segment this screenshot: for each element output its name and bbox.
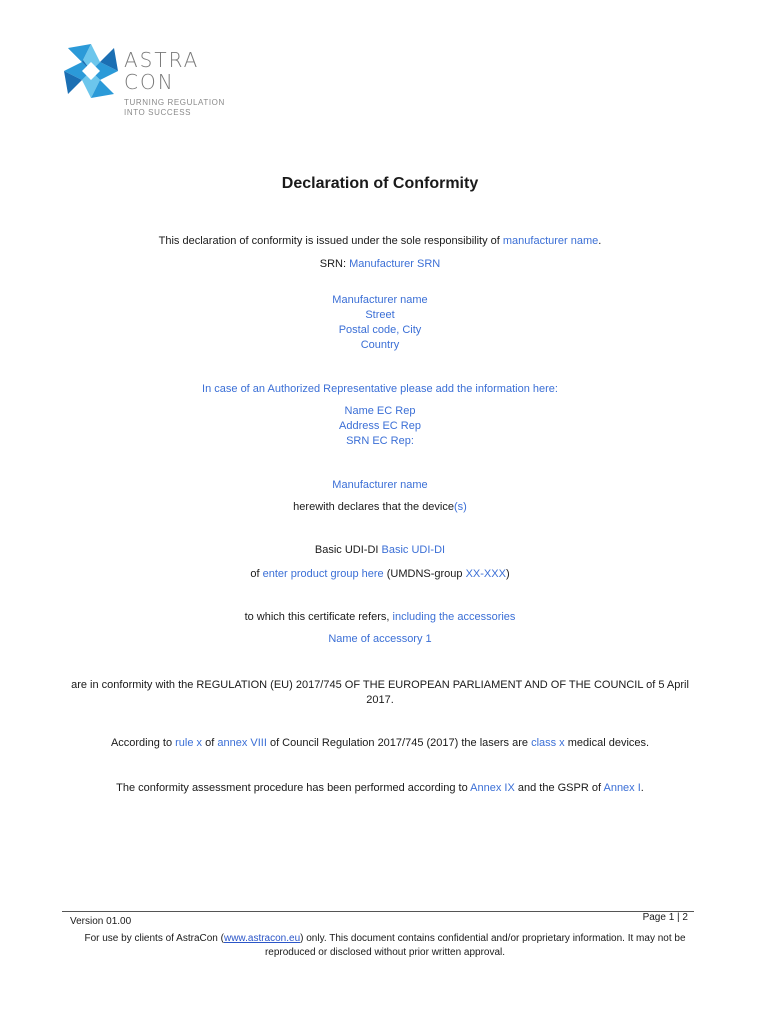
srn-placeholder: Manufacturer SRN (349, 258, 441, 270)
procedure-t1: The conformity assessment procedure has been performed according to (116, 782, 471, 794)
ec-rep-srn: SRN EC Rep: (346, 435, 414, 447)
footer-note-end: ) only. This document contains confidential and/or proprietary information. It may not be reproduced or disclosed without prior written approval. (264, 933, 686, 958)
declares-line (60, 500, 700, 515)
intro-statement (60, 234, 700, 249)
umdns-label: (UMDNS-group (383, 568, 466, 580)
declares-text: herewith declares that the device (293, 501, 454, 513)
logo-word-con: CON (124, 70, 175, 94)
umdns-placeholder: XX-XXX (465, 568, 506, 580)
logo-word-astra: ASTRA (124, 48, 200, 72)
product-group-end: ) (505, 568, 510, 580)
footer-disclaimer (60, 932, 710, 960)
annex-placeholder: annex VIII (217, 737, 267, 749)
intro-end: . (598, 235, 602, 247)
footer-version: Version 01.00 (70, 916, 132, 927)
footer-divider (62, 911, 694, 912)
product-group-placeholder: enter product group here (262, 568, 384, 580)
product-group-line (60, 567, 700, 582)
udi-label: Basic UDI-DI (314, 544, 382, 556)
annex-i-placeholder: Annex I (603, 782, 641, 794)
astracon-website-link[interactable]: www.astracon.eu (223, 933, 301, 944)
udi-line (60, 543, 700, 558)
conformity-statement: are in conformity with the REGULATION (EU) 2017/745 OF THE EUROPEAN PARLIAMENT AND OF THE COUNCIL of 5 April 2017. (71, 679, 689, 706)
classification-t4: medical devices. (564, 737, 650, 749)
certificate-text: to which this certificate refers, (244, 611, 393, 623)
classification-line (60, 736, 700, 751)
annex-ix-placeholder: Annex IX (470, 782, 515, 794)
ec-rep-name: Name EC Rep (344, 405, 416, 417)
class-placeholder: class x (531, 737, 565, 749)
accessories-placeholder: including the accessories (392, 611, 516, 623)
manufacturer-name-placeholder: manufacturer name (502, 235, 599, 247)
logo-tagline-2: INTO SUCCESS (124, 108, 192, 117)
procedure-line (60, 781, 700, 796)
srn-label: SRN: (319, 258, 350, 270)
ec-rep-address: Address EC Rep (339, 420, 421, 432)
rule-placeholder: rule x (175, 737, 203, 749)
classification-t3: of Council Regulation 2017/745 (2017) the lasers are (266, 737, 532, 749)
footer-note-start: For use by clients of AstraCon ( (84, 933, 224, 944)
authorized-rep-note: In case of an Authorized Representative please add the information here: (202, 383, 558, 395)
page-title: Declaration of Conformity (281, 175, 479, 192)
certificate-line (60, 610, 700, 625)
manufacturer-country: Country (360, 339, 400, 351)
procedure-t2: and the GSPR of (514, 782, 604, 794)
manufacturer-postal-city: Postal code, City (338, 324, 422, 336)
classification-t1: According to (110, 737, 176, 749)
srn-line (60, 257, 700, 272)
logo-tagline-1: TURNING REGULATION (124, 98, 225, 107)
footer-page-number: Page 1 | 2 (642, 912, 688, 923)
product-group-of: of (250, 568, 263, 580)
manufacturer-name-declarant: Manufacturer name (332, 479, 428, 491)
classification-t2: of (202, 737, 218, 749)
accessory-name: Name of accessory 1 (328, 633, 432, 645)
manufacturer-street: Street (365, 309, 395, 321)
manufacturer-name: Manufacturer name (332, 294, 428, 306)
company-logo (64, 44, 244, 124)
procedure-t3: . (640, 782, 644, 794)
device-plural-placeholder: (s) (454, 501, 467, 513)
udi-placeholder: Basic UDI-DI (381, 544, 446, 556)
intro-text: This declaration of conformity is issued under the sole responsibility of (158, 235, 503, 247)
star-burst-icon (64, 44, 118, 98)
